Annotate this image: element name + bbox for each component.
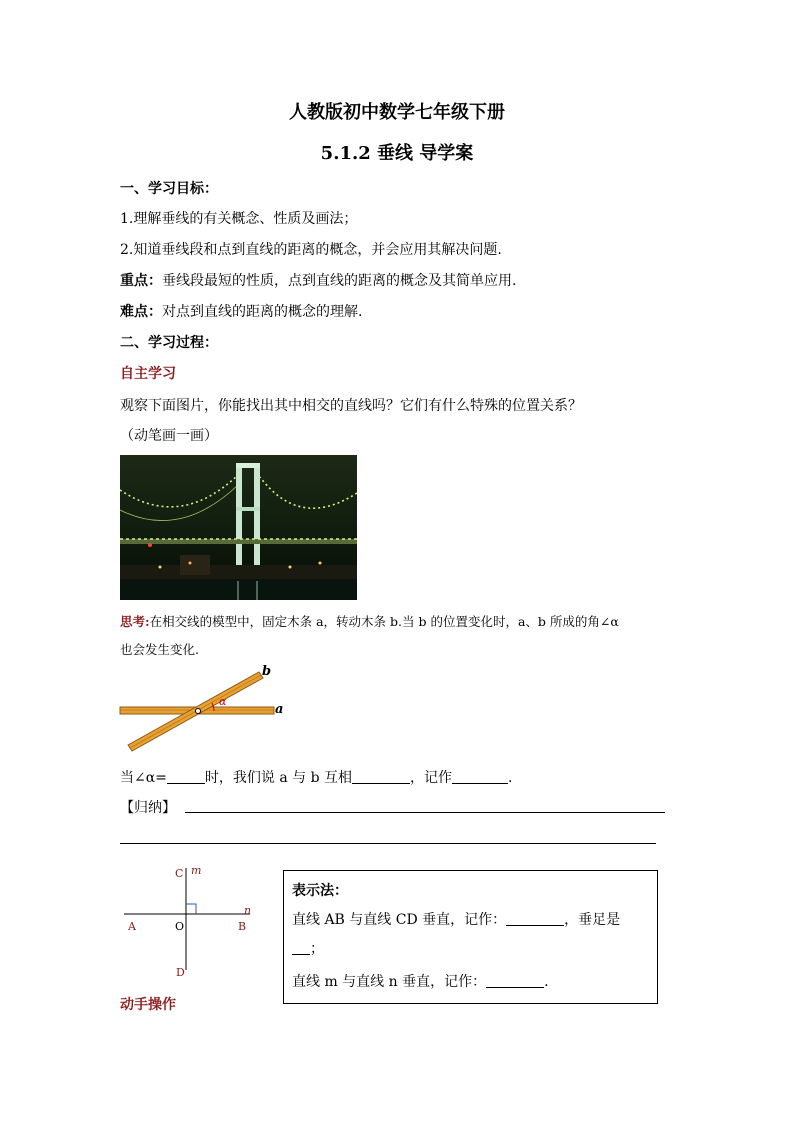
draw-hint: （动笔画一画） xyxy=(120,428,218,444)
blank-m-n[interactable] xyxy=(486,973,544,988)
notation-text-1a: 直线 AB 与直线 CD 垂直，记作： xyxy=(292,912,507,928)
difficult-text: 对点到直线的距离的概念的理解. xyxy=(162,304,363,320)
point-b-label: B xyxy=(238,920,247,933)
notation-line-2 xyxy=(292,938,324,958)
line-m-label: m xyxy=(191,864,202,877)
notation-box xyxy=(283,870,658,1004)
self-study-heading: 自主学习 xyxy=(120,366,176,382)
difficult-label: 难点： xyxy=(120,304,162,320)
wooden-sticks-figure xyxy=(118,662,298,754)
line-n-label: n xyxy=(244,904,252,917)
fill-in-sentence xyxy=(120,767,512,787)
bridge-photo-art xyxy=(120,455,357,600)
doc-title: 人教版初中数学七年级下册 xyxy=(289,102,505,123)
blank-ab-cd[interactable] xyxy=(506,911,564,926)
point-a-label: A xyxy=(128,920,136,933)
difficult-point xyxy=(120,301,362,321)
when-text-4: . xyxy=(508,770,513,786)
summary-label: 【归纳】 xyxy=(120,800,176,816)
think-label: 思考: xyxy=(120,614,150,629)
stick-b-label: b xyxy=(262,664,272,679)
key-label: 重点： xyxy=(120,273,162,289)
doc-subtitle: 5.1.2 垂线 导学案 xyxy=(320,143,474,164)
point-o-label: O xyxy=(175,920,185,933)
bridge-photo xyxy=(120,455,357,600)
section-heading-goals: 一、学习目标： xyxy=(120,181,218,197)
section-heading-process: 二、学习过程： xyxy=(120,335,218,351)
key-text: 垂线段最短的性质，点到直线的距离的概念及其简单应用. xyxy=(162,273,517,289)
summary-answer-line-2[interactable] xyxy=(120,843,656,844)
think-line-1 xyxy=(120,612,619,630)
angle-alpha-label: α xyxy=(219,695,227,708)
notation-text-2: ； xyxy=(310,941,324,957)
goal-item-2: 2.知道垂线段和点到直线的距离的概念，并会应用其解决问题. xyxy=(120,242,502,258)
summary-answer-line-1[interactable] xyxy=(185,812,665,813)
stick-a-label: a xyxy=(275,702,284,717)
notation-text-3b: . xyxy=(544,974,549,990)
observe-question: 观察下面图片，你能找出其中相交的直线吗？它们有什么特殊的位置关系？ xyxy=(120,398,582,414)
notation-line-3 xyxy=(292,971,549,991)
think-text-1: 在相交线的模型中，固定木条 a，转动木条 b.当 b 的位置变化时，a、b 所成的角∠α xyxy=(149,614,619,629)
goal-item-1: 1.理解垂线的有关概念、性质及画法； xyxy=(120,211,358,227)
point-c-label: C xyxy=(175,867,184,880)
perpendicular-diagram xyxy=(118,862,258,987)
notation-text-1b: ，垂足是 xyxy=(564,912,621,928)
blank-relation[interactable] xyxy=(352,769,410,784)
notation-title: 表示法： xyxy=(292,883,348,899)
when-text-3: ，记作 xyxy=(410,770,453,786)
think-text-2: 也会发生变化. xyxy=(120,642,199,657)
blank-notation[interactable] xyxy=(452,769,508,784)
notation-line-1 xyxy=(292,909,620,929)
hands-on-heading: 动手操作 xyxy=(120,997,176,1013)
blank-foot[interactable] xyxy=(292,940,310,955)
notation-text-3a: 直线 m 与直线 n 垂直，记作： xyxy=(292,974,487,990)
point-d-label: D xyxy=(176,966,185,979)
blank-angle[interactable] xyxy=(167,769,205,784)
when-text-2: 时，我们说 a 与 b 互相 xyxy=(204,770,353,786)
when-text-1: 当∠α= xyxy=(120,770,167,786)
key-point xyxy=(120,270,516,290)
perpendicular-lines-art xyxy=(118,862,258,987)
